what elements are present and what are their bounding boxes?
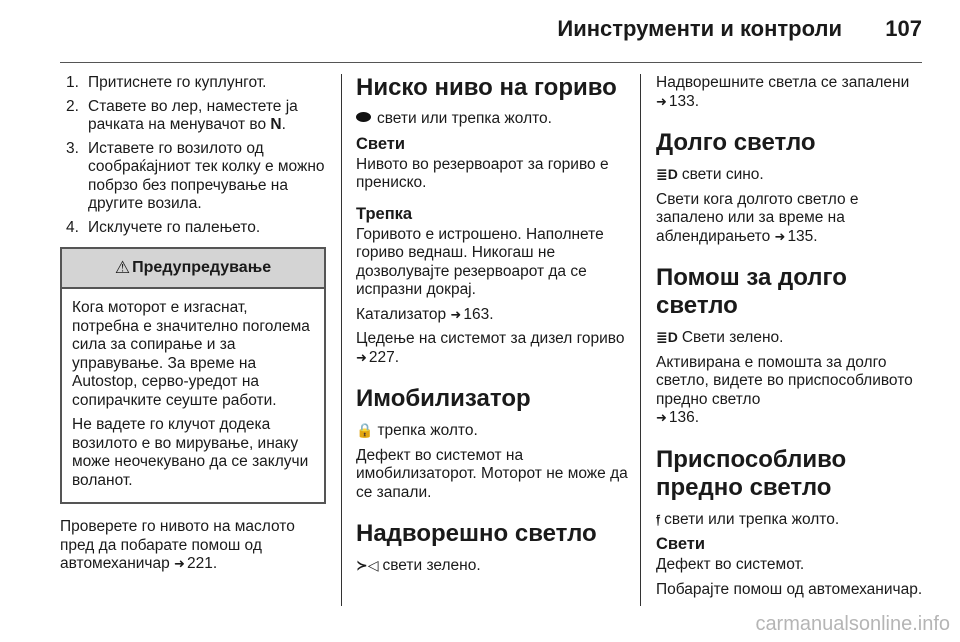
warning-paragraph: Кога моторот е изгаснат, потребна е значително поголема сила за сопирање и за управување. За време на Autostop, серво-уредот на сопирачките сеуште работи. [72,299,310,409]
reference-arrow-icon: ➜ [356,349,367,365]
indicator-line: ≻◁ свети зелено. [356,557,481,574]
oil-check-text: Проверете го нивото на маслото пред да побарате помош од автомеханичар ➜ 221. [60,518,295,572]
subsection-title: Свети [356,134,406,153]
lights-ref: Надворешните светла се запалени ➜ 133. [656,74,910,110]
watermark: carmanualsonline.info [755,613,950,635]
list-item: 1. Притиснете го куплунгот. [66,74,267,91]
fuel-indicator-icon [356,112,371,122]
steps-list [60,74,326,237]
body-text: Дефект во системот на имобилизаторот. Моторот не може да се запали. [356,446,628,501]
column-divider-1 [341,74,342,606]
reference-arrow-icon: ➜ [774,228,786,244]
body-text: Побарајте помош од автомеханичар. [656,580,923,598]
body-text: Горивото е истрошено. Наполнете гориво веднаш. Никогаш не дозволувајте резервоарот да се испразни докрај. [356,225,604,298]
page-title: Иинструменти и контроли [557,16,842,41]
immobilizer-icon: 🔒 [356,422,374,438]
list-item: 4. Исклучете го палењето. [66,218,261,236]
body-text: Дефект во системот. [656,556,805,573]
adaptive-headlight-icon: 𝔣 [656,510,661,527]
indicator-line: 🔒 трепка жолто. [356,422,478,439]
warning-body [62,289,324,502]
section-title: Долго светло [656,129,816,156]
indicator-line: 𝔣 свети или трепка жолто. [656,510,840,528]
warning-paragraph: Не вадете го клучот додека возилото е во мирување, инаку може неочекувано да се заклучи воланот. [72,416,309,489]
high-beam-icon: ≣D [656,166,678,182]
reference-arrow-icon: ➜ [656,93,667,109]
warning-header [62,249,324,289]
indicator-line: ≣D Свети зелено. [656,329,784,346]
body-text: Нивото во резервоарот за гориво е прениско. [356,155,609,191]
column-1 [60,74,326,580]
header-divider [60,62,922,63]
indicator-line: ≣D свети сино. [656,166,764,183]
high-beam-assist-icon: ≣D [656,329,678,345]
column-divider-2 [640,74,641,606]
body-text: Активирана е помошта за долго светло, видете во приспособливото предно светло ➜ 136. [656,353,913,426]
warning-box [60,247,326,504]
reference-arrow-icon: ➜ [174,556,185,571]
section-title: Приспособливо предно светло [656,445,847,501]
section-title: Имобилизатор [356,385,531,412]
list-item: 3. Иставете го возилото од сообраќајниот тек колку е можно побрзо без попречување на другите возила. [66,139,325,212]
warning-icon: ⚠ [114,257,131,277]
reference-arrow-icon: ➜ [656,410,667,425]
catalyst-ref: Катализатор ➜ 163. [356,305,494,323]
reference-arrow-icon: ➜ [450,306,462,322]
column-3 [656,74,926,605]
section-title: Помош за долго светло [656,264,847,319]
warning-title: Предупредување [132,258,272,276]
exterior-light-icon: ≻◁ [356,557,379,573]
diesel-ref: Цедење на системот за дизел гориво ➜ 227. [356,330,625,366]
subsection-title: Свети [656,535,706,553]
subsection-title: Трепка [356,204,413,223]
indicator-line: свети или трепка жолто. [356,110,628,129]
section-title: Ниско ниво на гориво [356,74,617,101]
section-title: Надворешно светло [356,520,597,547]
column-2 [356,74,628,582]
page-header [0,0,960,64]
body-text: Свети кога долгото светло е запалено или за време на аблендирањето ➜ 135. [656,190,859,245]
page-number: 107 [885,16,922,41]
list-item: 2. Ставете во лер, наместете ја рачката на менувачот во N. [66,97,298,133]
